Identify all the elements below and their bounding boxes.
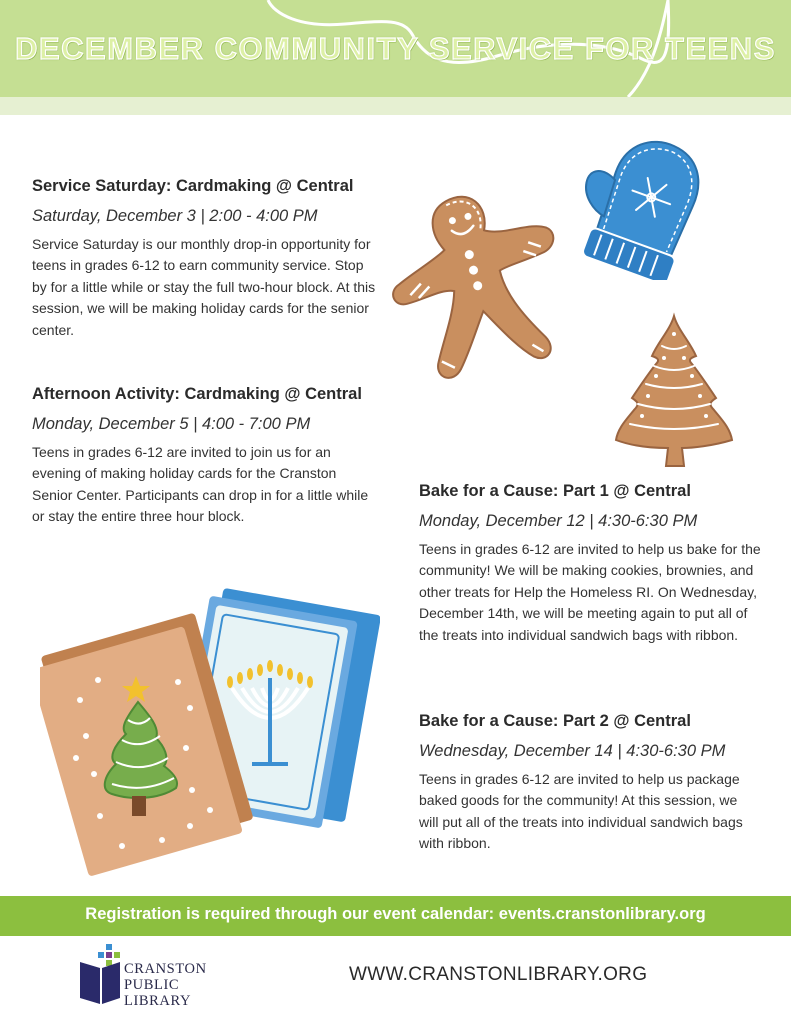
event-date: Wednesday, December 14 | 4:30-6:30 PM	[419, 742, 726, 760]
logo-text-line: PUBLIC	[124, 977, 180, 993]
library-logo	[78, 944, 238, 1010]
event-title: Afternoon Activity: Cardmaking @ Central	[32, 385, 362, 403]
website-link[interactable]: WWW.CRANSTONLIBRARY.ORG	[349, 964, 648, 985]
library-logo-icon	[78, 944, 122, 1010]
tree-cookie-icon	[612, 312, 736, 470]
logo-text-line: LIBRARY	[124, 993, 192, 1009]
event-title: Service Saturday: Cardmaking @ Central	[32, 177, 354, 195]
event-description: Service Saturday is our monthly drop-in opportunity for teens in grades 6-12 to earn community service. Stop by for a little while or stay the full two-hour block. At this session, we will be making holiday cards for the senior center.	[32, 236, 376, 338]
gingerbread-man-icon	[388, 188, 563, 388]
registration-text: Registration is required through our event calendar: events.cranstonlibrary.org	[85, 905, 706, 923]
page-title: DECEMBER COMMUNITY SERVICE FOR TEENS	[15, 31, 776, 66]
event-date: Saturday, December 3 | 2:00 - 4:00 PM	[32, 207, 318, 225]
event-description: Teens in grades 6-12 are invited to join us for an evening of making holiday cards for the Cranston Senior Center. Participants can drop in for a little while or stay the entire three hour block.	[32, 444, 369, 525]
holiday-cards-illustration	[40, 578, 380, 878]
mitten-icon	[568, 130, 713, 280]
event-date: Monday, December 12 | 4:30-6:30 PM	[419, 512, 698, 530]
event-description: Teens in grades 6-12 are invited to help us bake for the community! We will be making cookies, brownies, and other treats for Help the Homeless RI. On Wednesday, December 14th, we will be meeting again to put all of the treats into individual sandwich bags with ribbon.	[419, 541, 761, 643]
event-date: Monday, December 5 | 4:00 - 7:00 PM	[32, 415, 311, 433]
header-band	[0, 97, 791, 115]
event-title: Bake for a Cause: Part 2 @ Central	[419, 712, 691, 730]
event-title: Bake for a Cause: Part 1 @ Central	[419, 482, 691, 500]
event-description: Teens in grades 6-12 are invited to help us package baked goods for the community! At this session, we will put all of the treats into individual sandwich bags with ribbon.	[419, 771, 743, 852]
logo-text-line: CRANSTON	[124, 961, 207, 977]
